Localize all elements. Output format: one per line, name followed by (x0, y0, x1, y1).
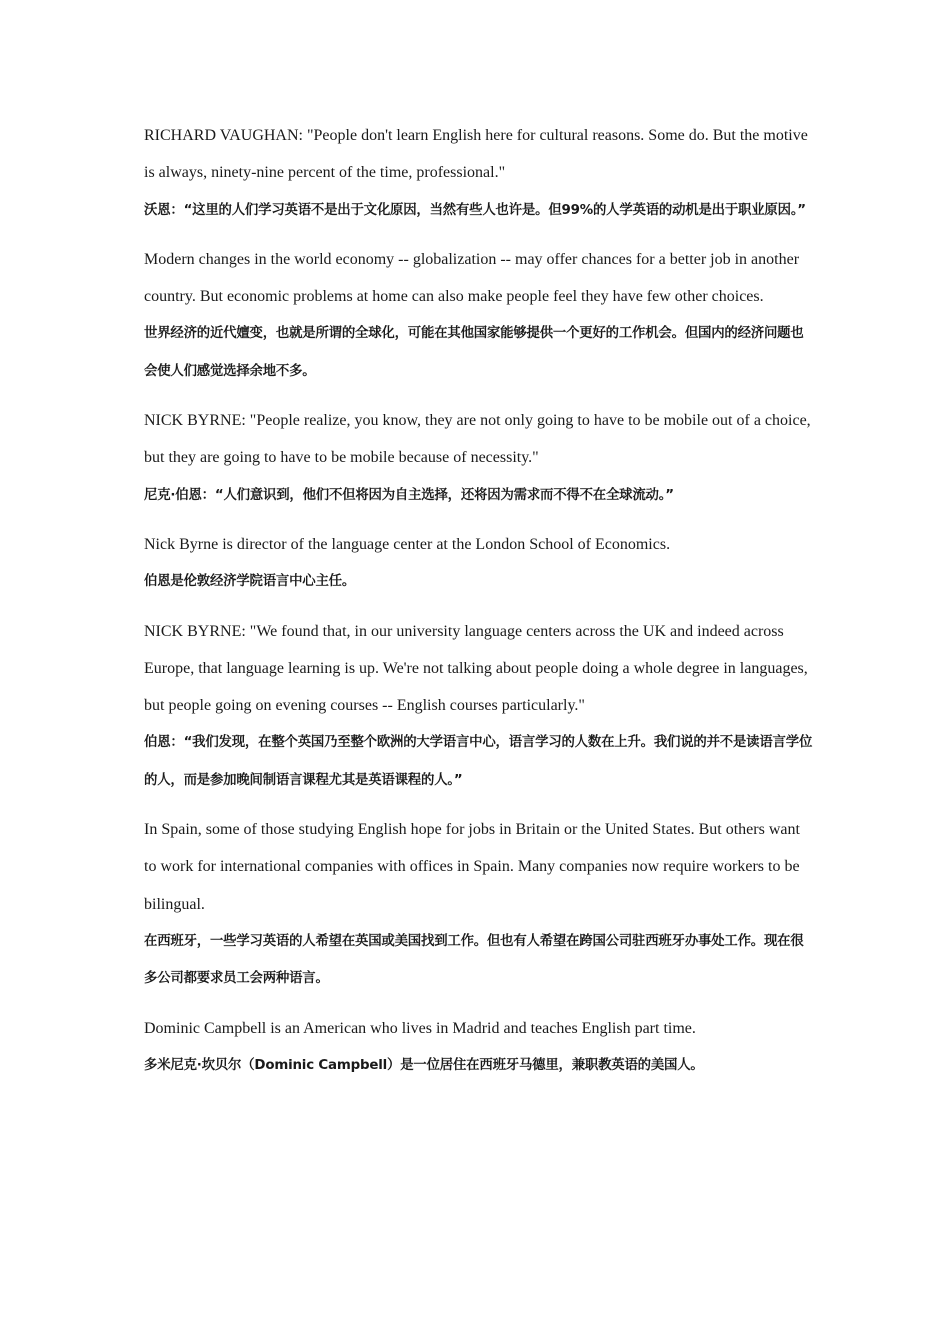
chinese-translation: 尼克·伯恩：“人们意识到，他们不但将因为自主选择，还将因为需求而不得不在全球流动。” (144, 487, 674, 503)
chinese-translation: 多米尼克·坎贝尔（Dominic Campbell）是一位居住在西班牙马德里，兼职教英语的美国人。 (144, 1057, 704, 1073)
english-text: Modern changes in the world economy -- globalization -- may offer chances for a better job in another country. But economic problems at home can also make people feel they have few other choices. (144, 250, 800, 306)
document-page (144, 117, 816, 1096)
english-text: RICHARD VAUGHAN: "People don't learn English here for cultural reasons. Some do. But the motive is always, ninety-nine percent of the time, professional." (144, 127, 808, 182)
paragraph-globalization (144, 241, 816, 390)
paragraph-campbell (144, 1010, 816, 1085)
english-text: NICK BYRNE: "We found that, in our university language centers across the UK and indeed across Europe, that language learning is up. We're not talking about people doing a whole degree in languages, but people going on evening courses -- English courses particularly." (144, 622, 808, 715)
paragraph-vaughan-quote (144, 117, 816, 229)
paragraph-byrne-quote-mobility (144, 402, 816, 514)
english-text: NICK BYRNE: "People realize, you know, they are not only going to have to be mobile out of a choice, but they are going to have to be mobile because of necessity." (144, 412, 811, 467)
chinese-translation: 沃恩：“这里的人们学习英语不是出于文化原因，当然有些人也许是。但99%的人学英语的动机是出于职业原因。” (144, 202, 806, 218)
english-text: In Spain, some of those studying English hope for jobs in Britain or the United States. But others want to work for international companies with offices in Spain. Many companies now require workers to be bilingual. (144, 821, 800, 913)
chinese-translation: 伯恩：“我们发现，在整个英国乃至整个欧洲的大学语言中心，语言学习的人数在上升。我们说的并不是读语言学位的人，而是参加晚间制语言课程尤其是英语课程的人。” (144, 735, 813, 788)
english-text: Dominic Campbell is an American who lives in Madrid and teaches English part time. (144, 1019, 696, 1037)
paragraph-spain (144, 811, 816, 997)
paragraph-byrne-intro (144, 526, 816, 601)
chinese-translation: 在西班牙，一些学习英语的人希望在英国或美国找到工作。但也有人希望在跨国公司驻西班牙办事处工作。现在很多公司都要求员工会两种语言。 (144, 933, 804, 987)
chinese-translation: 伯恩是伦敦经济学院语言中心主任。 (144, 574, 356, 590)
paragraph-byrne-quote-centers (144, 613, 816, 799)
chinese-translation: 世界经济的近代嬗变，也就是所谓的全球化，可能在其他国家能够提供一个更好的工作机会。但国内的经济问题也会使人们感觉选择余地不多。 (144, 326, 804, 379)
english-text: Nick Byrne is director of the language center at the London School of Economics. (144, 535, 671, 553)
